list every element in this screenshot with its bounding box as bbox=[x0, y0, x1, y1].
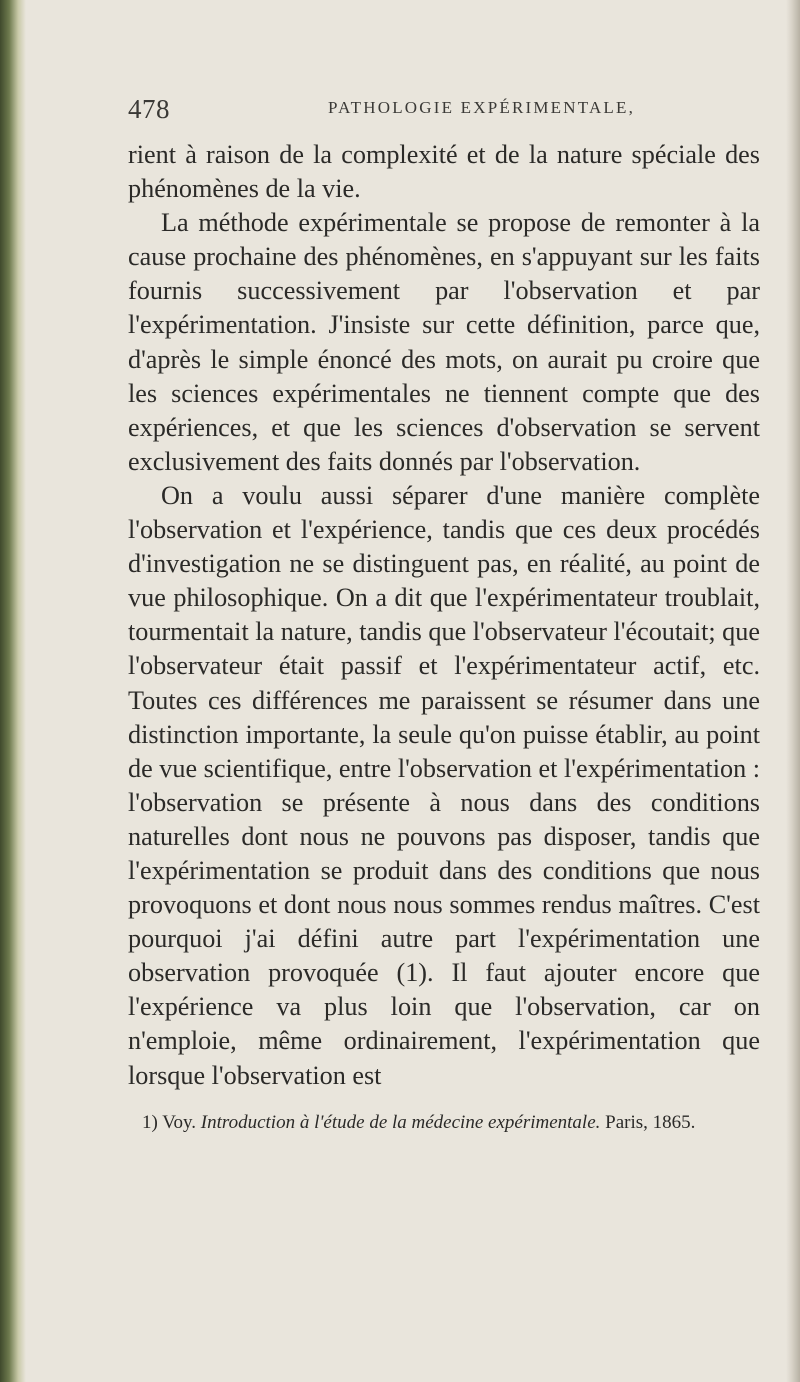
footnote-title: Introduction à l'étude de la médecine expérimentale. bbox=[200, 1111, 601, 1133]
footnote bbox=[128, 1111, 760, 1135]
book-binding-edge bbox=[0, 0, 26, 1382]
paragraph-continuation: rient à raison de la complexité et de la nature spéciale des phénomènes de la vie. bbox=[128, 140, 760, 204]
paragraph-method-definition: La méthode expérimentale se propose de remonter à la cause prochaine des phénomènes, en s'appuyant sur les faits fournis successivement par l'observation et par l'expérimentation. J'insiste sur cette définition, parce que, d'après le simple énoncé des mots, on aurait pu croire que les sciences expérimentales ne tiennent compte que des expériences, et que les sciences d'observation se servent exclusivement des faits donnés par l'observation. bbox=[128, 208, 760, 476]
footnote-marker: 1) bbox=[142, 1111, 158, 1133]
running-head: PATHOLOGIE EXPÉRIMENTALE, bbox=[328, 98, 636, 117]
page-header bbox=[128, 94, 760, 138]
body-text bbox=[128, 138, 760, 1093]
footnote-suffix: Paris, 1865. bbox=[605, 1111, 696, 1133]
page-number: 478 bbox=[128, 94, 170, 124]
footnote-prefix: Voy. bbox=[162, 1111, 197, 1133]
page-edge-shadow bbox=[786, 0, 800, 1382]
book-page bbox=[128, 94, 760, 1135]
paragraph-observation-experience: On a voulu aussi séparer d'une manière complète l'observation et l'expérience, tandis que ces deux procédés d'investigation ne se distinguent pas, en réalité, au point de vue philosophique. On a dit que l'expérimentateur troublait, tourmentait la nature, tandis que l'observateur l'écoutait; que l'observateur était passif et l'expérimentateur actif, etc. Toutes ces différences me paraissent se résumer dans une distinction importante, la seule qu'on puisse établir, au point de vue scientifique, entre l'observation et l'expérimentation : l'observation se présente à nous dans des conditions naturelles dont nous ne pouvons pas disposer, tandis que l'expérimentation se produit dans des conditions que nous provoquons et dont nous nous sommes rendus maîtres. C'est pourquoi j'ai défini autre part l'expérimentation une observation provoquée (1). Il faut ajouter encore que l'expérience va plus loin que l'observation, car on n'emploie, même ordinairement, l'expérimentation que lorsque l'observation est bbox=[128, 480, 760, 1090]
